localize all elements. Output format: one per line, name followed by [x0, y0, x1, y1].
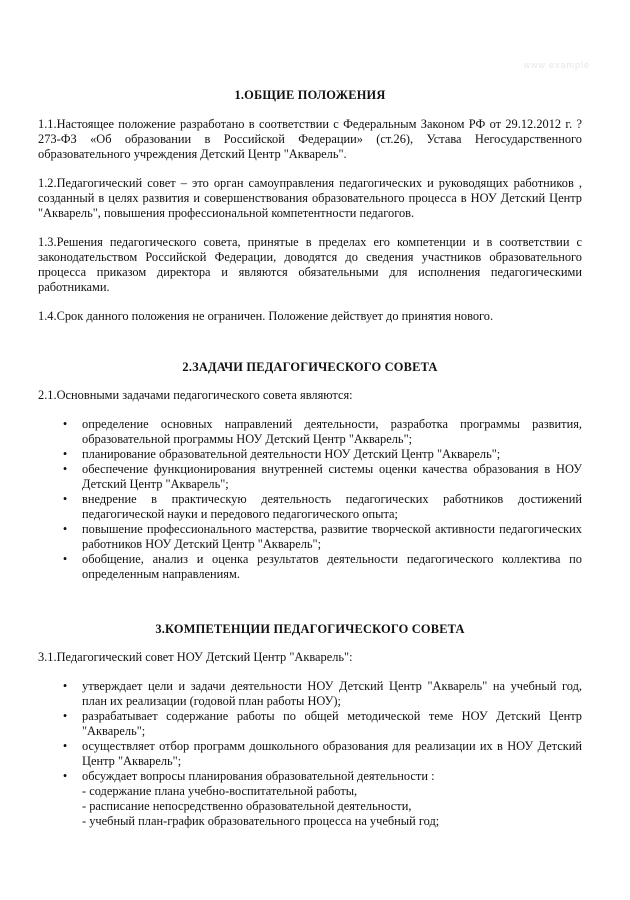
bullet-icon: •: [62, 447, 68, 461]
list-item: [38, 552, 582, 582]
list-item: [38, 679, 582, 709]
list-item-text: планирование образовательной деятельности НОУ Детский Центр "Акварель";: [82, 447, 501, 461]
list-item-text: внедрение в практическую деятельность педагогических работников достижений педагогической науки и передового педагогического опыта;: [82, 492, 582, 521]
bullet-icon: •: [62, 739, 68, 753]
section-3-competence-list: [38, 679, 582, 829]
list-item-text: повышение профессионального мастерства, развитие творческой активности педагогических работников НОУ Детский Центр "Акварель";: [82, 522, 582, 551]
bullet-icon: •: [62, 709, 68, 723]
bullet-icon: •: [62, 552, 68, 566]
sub-item: - учебный план-график образовательного процесса на учебный год;: [82, 814, 440, 828]
paragraph-3-1: 3.1.Педагогический совет НОУ Детский Центр "Акварель":: [38, 650, 353, 664]
list-item-text: определение основных направлений деятельности, разработка программы развития, образовательной программы НОУ Детский Центр "Акварель";: [82, 417, 582, 446]
list-item: [38, 522, 582, 552]
list-item-text: обсуждает вопросы планирования образовательной деятельности :: [82, 769, 435, 783]
list-item: [38, 709, 582, 739]
list-item: [38, 417, 582, 447]
bullet-icon: •: [62, 522, 68, 536]
list-item: [38, 739, 582, 769]
list-item-text: утверждает цели и задачи деятельности НОУ Детский Центр "Акварель" на учебный год, план их реализации (годовой план работы НОУ);: [82, 679, 582, 708]
sub-item: - содержание плана учебно-воспитательной работы,: [82, 784, 358, 798]
section-3-title: 3.КОМПЕТЕНЦИИ ПЕДАГОГИЧЕСКОГО СОВЕТА: [155, 622, 465, 636]
list-item-text: обобщение, анализ и оценка результатов деятельности педагогического коллектива по определенным направлениям.: [82, 552, 582, 581]
list-item-text: обеспечение функционирования внутренней системы оценки качества образования в НОУ Детский Центр "Акварель";: [82, 462, 582, 491]
paragraph-1-3: 1.3.Решения педагогического совета, принятые в пределах его компетенции и в соответствии с законодательством Российской Федерации, доводятся до сведения участников образовательного процесса приказом директора и являются обязательными для исполнения педагогическими работниками.: [38, 235, 582, 294]
bullet-icon: •: [62, 462, 68, 476]
watermark: www.example: [523, 60, 590, 70]
list-item: [38, 769, 582, 829]
section-1-title: 1.ОБЩИЕ ПОЛОЖЕНИЯ: [234, 88, 386, 102]
section-2-title: 2.ЗАДАЧИ ПЕДАГОГИЧЕСКОГО СОВЕТА: [182, 360, 438, 374]
paragraph-1-4: 1.4.Срок данного положения не ограничен. Положение действует до принятия нового.: [38, 309, 494, 323]
list-item: [38, 492, 582, 522]
paragraph-1-2: 1.2.Педагогический совет – это орган самоуправления педагогических и руководящих работников , созданный в целях развития и совершенствования образовательного процесса в НОУ Детский Центр "Акварель", повышения профессиональной компетентности педагогов.: [38, 176, 582, 220]
list-item-text: разрабатывает содержание работы по общей методической теме НОУ Детский Центр "Акварель";: [82, 709, 582, 738]
section-2-task-list: [38, 417, 582, 582]
document-body: [38, 88, 582, 829]
paragraph-1-1: 1.1.Настоящее положение разработано в соответствии с Федеральным Законом РФ от 29.12.2012 г. ? 273-ФЗ «Об образовании в Российской Федерации» (ст.26), Устава Негосударственного образовательного учреждения Детский Центр "Акварель".: [38, 117, 582, 161]
list-item: [38, 447, 582, 462]
bullet-icon: •: [62, 679, 68, 693]
bullet-icon: •: [62, 417, 68, 431]
bullet-icon: •: [62, 769, 68, 783]
sub-item: - расписание непосредственно образовательной деятельности,: [82, 799, 412, 813]
list-item: [38, 462, 582, 492]
bullet-icon: •: [62, 492, 68, 506]
list-item-text: осуществляет отбор программ дошкольного образования для реализации их в НОУ Детский Центр "Акварель";: [82, 739, 582, 768]
paragraph-2-1: 2.1.Основными задачами педагогического совета являются:: [38, 388, 353, 402]
